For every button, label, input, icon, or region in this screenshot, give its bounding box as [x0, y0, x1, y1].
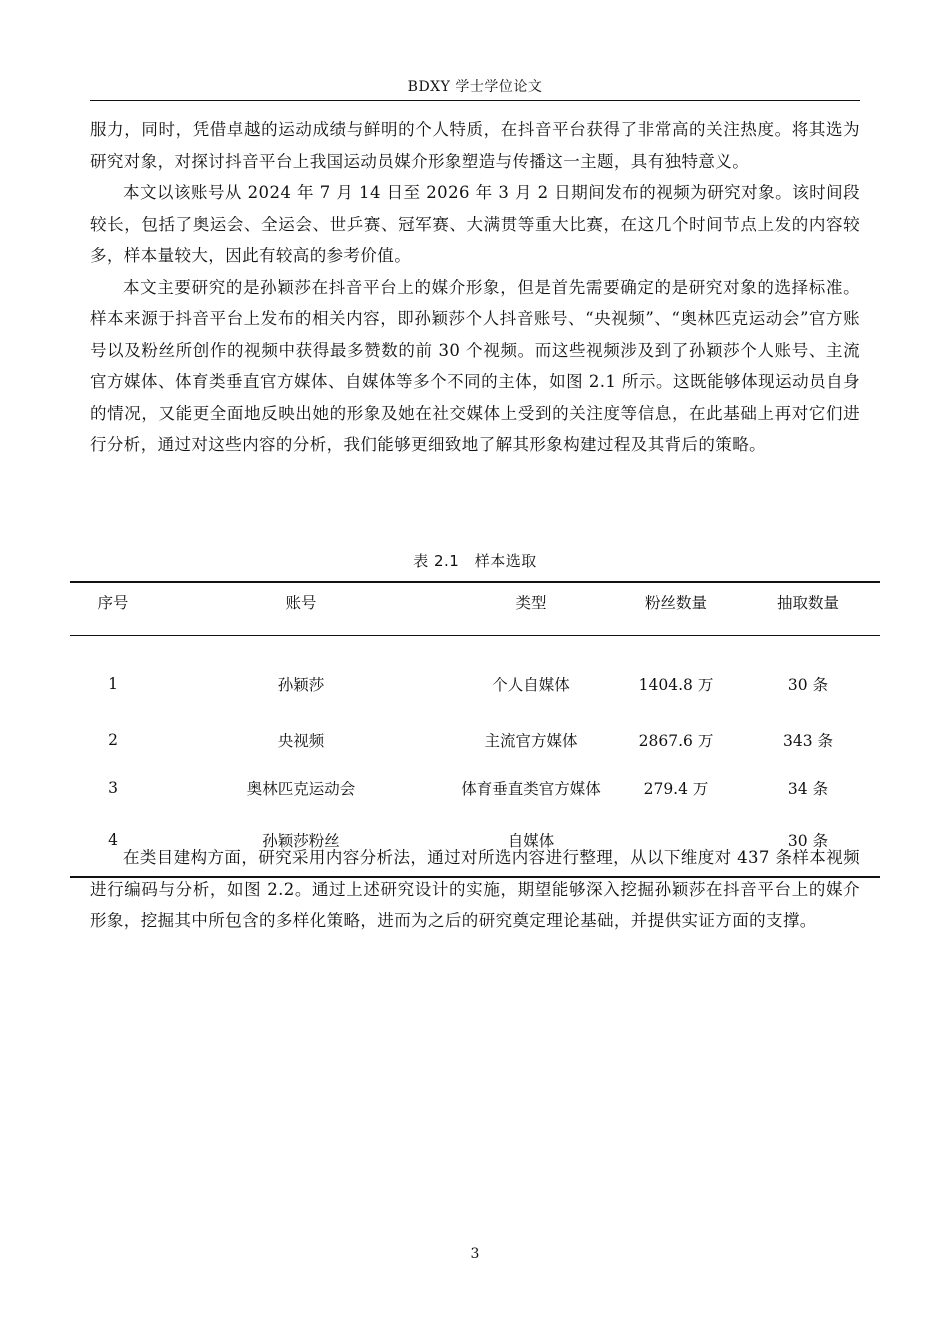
table-cell: 4 [108, 830, 118, 849]
running-header: BDXY 学士学位论文 [407, 79, 543, 95]
table-cell: 奥林匹克运动会 [246, 779, 356, 798]
table-row [70, 764, 880, 812]
column-header: 账号 [285, 594, 317, 612]
column-header: 序号 [97, 594, 129, 612]
table-cell: 孙颖莎粉丝 [262, 831, 340, 850]
paragraph: 服力，同时，凭借卓越的运动成绩与鲜明的个人特质，在抖音平台获得了非常高的关注热度。将其选为研究对象，对探讨抖音平台上我国运动员媒介形象塑造与传播这一主题，具有独特意义。 [90, 120, 860, 171]
table-cell: 孙颖莎 [277, 675, 325, 694]
table-cell: 1 [108, 674, 118, 693]
table-cell: 343 条 [782, 731, 833, 750]
column-header: 类型 [515, 594, 547, 612]
table-cell: 30 条 [787, 675, 829, 694]
table-cell: 个人自媒体 [492, 675, 570, 694]
body-text-bottom [90, 842, 860, 937]
header-rule [90, 100, 860, 101]
table-caption: 表 2.1 样本选取 [413, 552, 537, 570]
page-number: 3 [470, 1246, 480, 1262]
body-text-top [90, 114, 860, 461]
table-cell: 主流官方媒体 [484, 731, 578, 750]
paragraph: 在类目建构方面，研究采用内容分析法，通过对所选内容进行整理，从以下维度对 437 条样本视频进行编码与分析，如图 2.2。通过上述研究设计的实施，期望能够深入挖掘孙颖莎在抖音平台上的媒介形象，挖掘其中所包含的多样化策略，进而为之后的研究奠定理论基础，并提供实证方面的支撑。 [90, 848, 860, 930]
paragraph: 本文主要研究的是孙颖莎在抖音平台上的媒介形象，但是首先需要确定的是研究对象的选择标准。样本来源于抖音平台上发布的相关内容，即孙颖莎个人抖音账号、“央视频”、“奥林匹克运动会”官方账号以及粉丝所创作的视频中获得最多赞数的前 30 个视频。而这些视频涉及到了孙颖莎个人账号、主流官方媒体、体育类垂直官方媒体、自媒体等多个不同的主体，如图 2.1 所示。这既能够体现运动员自身的情况，又能更全面地反映出她的形象及她在社交媒体上受到的关注度等信息，在此基础上再对它们进行分析，通过对这些内容的分析，我们能够更细致地了解其形象构建过程及其背后的策略。 [90, 277, 860, 454]
table-cell: 3 [108, 778, 118, 797]
table-cell: 1404.8 万 [638, 675, 714, 694]
table-cell: 279.4 万 [643, 779, 709, 798]
table-header-row [70, 582, 880, 635]
table-cell: 自媒体 [507, 831, 555, 850]
column-header: 抽取数量 [776, 594, 839, 612]
table-cell: 2 [108, 730, 118, 749]
table-cell: 30 条 [787, 831, 829, 850]
sample-table [70, 581, 880, 878]
paragraph: 本文以该账号从 2024 年 7 月 14 日至 2026 年 3 月 2 日期间发布的视频为研究对象。该时间段较长，包括了奥运会、全运会、世乒赛、冠军赛、大满贯等重大比赛，在这几个时间节点上发的内容较多，样本量较大，因此有较高的参考价值。 [90, 183, 860, 265]
table-row [70, 635, 880, 716]
table-cell: 34 条 [787, 779, 829, 798]
table-cell: 2867.6 万 [638, 731, 714, 750]
table-row [70, 716, 880, 764]
table-cell: 体育垂直类官方媒体 [461, 779, 601, 798]
table-cell: 央视频 [277, 731, 325, 750]
column-header: 粉丝数量 [644, 594, 707, 612]
